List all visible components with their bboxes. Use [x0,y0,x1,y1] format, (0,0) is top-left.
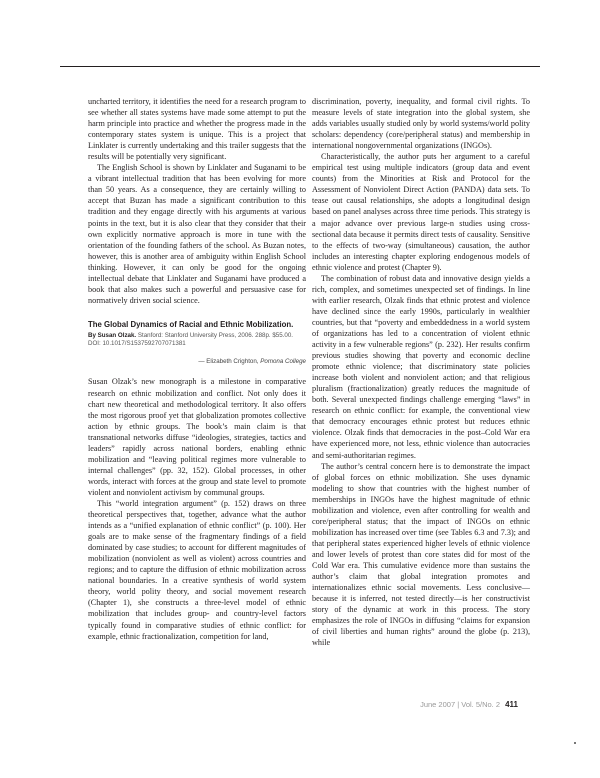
paragraph: The author’s central concern here is to demonstrate the impact of global forces on ethnic mobilization. She uses dynamic modeling to show that countries with the highest number of memberships in INGOs have the highest magnitude of ethnic mobilization and violence, even after controlling for wealth and core/peripheral status; that the impact of INGOs on ethnic mobilization has increased over time (see Tables 6.3 and 7.3); and that peripheral states experienced higher levels of ethnic violence and lower levels of protest than core states did for most of the Cold War era. This cumulative evidence more than sustains the author’s claim that global integration promotes and internationalizes ethnic social movements. Less conclusive—because it is inferred, not tested directly—is her constructivist story of the dynamic at work in this process. The story emphasizes the role of INGOs in diffusing “claims for expansion of civil liberties and human rights” around the globe (p. 213), while [312,461,530,648]
paragraph: Susan Olzak’s new monograph is a milestone in comparative research on ethnic mobilization and conflict. Not only does it chart new theoretical and methodological territory. It also offers the most rigorous proof yet that globalization promotes collective action by ethnic groups. The book’s main claim is that transnational networks diffuse “ideologies, strategies, tactics and leaders” rapidly across national borders, enabling ethnic mobilization and “leaving political regimes more vulnerable to internal challenges” (pp. 32, 152). Global processes, in other words, interact with forces at the group and state level to promote violent and nonviolent activism by communal groups. [88,377,306,497]
paragraph: This “world integration argument” (p. 152) draws on three theoretical perspectives that, together, advance what the author intends as a “unified explanation of ethnic conflict” (p. 100). Her goals are to make sense of the fragmentary findings of a field dominated by case studies; to account for different magnitudes of mobilization (nonviolent as well as violent) across countries and regions; and to capture the diffusion of ethnic mobilization across national boundaries. In a creative synthesis of world system theory, world polity theory, and social movement research (Chapter 1), she constructs a three-level model of ethnic mobilization that includes group- and country-level factors typically found in comparative studies of ethnic conflict: for example, ethnic fractionalization, competition for land, [88,499,306,641]
review-publisher: Stanford: Stanford University Press, 2006. 288p. $55.00. [137,332,294,340]
review-authors: By Susan Olzak. [88,332,137,340]
issue-info: June 2007 | Vol. 5/No. 2 [420,700,500,709]
review-doi: DOI: 10.1017/S1537592707071381 [88,340,186,348]
paragraph: The English School is shown by Linklater and Suganami to be a vibrant intellectual tradition that has been evolving for more than 50 years. As a consequence, they are certainly willing to accept that Buzan has made a significant contribution to this tradition and they engage directly with his arguments at various points in the text, but it is also clear that they consider that their own explicitly normative approach is more in tune with the orientation of the founding fathers of the school. As Buzan notes, however, this is another area of ambiguity within English School thinking. However, it can only be good for the ongoing intellectual debate that Linklater and Suganami have produced a book that also makes such a powerful and persuasive case for normatively driven social science. [88,163,306,305]
header-rule [60,66,540,67]
paragraph: Characteristically, the author puts her argument to a careful empirical test using multiple indicators (group data and event counts) from the Minorities at Risk and Protocol for the Assessment of Nonviolent Direct Action (PANDA) data sets. To tease out causal relationships, she adopts a longitudinal design based on panel analyses across three time periods. This strategy is a major advance over previous large-n studies using cross-sectional data because it permits direct tests of causality. Sensitive to the effects of two-way (simultaneous) causation, the author includes an interesting chapter exploring endogenous models of ethnic violence and protest (Chapter 9). [312,152,530,272]
paragraph: discrimination, poverty, inequality, and formal civil rights. To measure levels of state integration into the global system, she adds variables usually studied only by world systems/world polity scholars: dependency (core/peripheral status) and membership in international nongovernmental organizations (INGOs). [312,97,530,151]
right-column [312,96,530,648]
review-title: The Global Dynamics of Racial and Ethnic Mobilization. [88,319,294,329]
page-footer [420,700,518,709]
paragraph: The combination of robust data and innovative design yields a rich, complex, and sometimes unexpected set of findings. In line with earlier research, Olzak finds that ethnic protest and violence have declined since the early 1990s, particularly in wealthier countries, but that “poverty and embeddedness in a world system of organizations has led to a concentration of violent ethnic activity in a few vulnerable regions” (p. 232). Her results confirm previous studies showing that poverty and economic decline promote ethnic violence; that discriminatory state policies increase both violent and nonviolent action; and that religious pluralism (fractionalization) greatly reduces the magnitude of both. Several unexpected findings challenge emerging “laws” in research on ethnic conflict: for example, the conventional view that democracy encourages ethnic protest but reduces ethnic violence. Olzak finds that democracies in the post–Cold War era have experienced more, not less, ethnic violence than autocracies and semi-authoritarian regimes. [312,273,530,460]
page-number: 411 [505,700,518,709]
paragraph: uncharted territory, it identifies the need for a research program to see whether all states systems have made some attempt to put the harm principle into practice and whether the progress made in the contemporary states system is unique. This is a project that Linklater is currently undertaking and this trailer suggests that the results will be potentially very significant. [88,97,306,162]
review-citation [88,332,306,348]
corner-mark [574,742,576,744]
left-column [88,96,306,642]
reviewer-name: — Elizabeth Crighton, [198,358,259,366]
reviewer-byline [88,358,306,366]
reviewer-institution: Pomona College [260,358,306,366]
